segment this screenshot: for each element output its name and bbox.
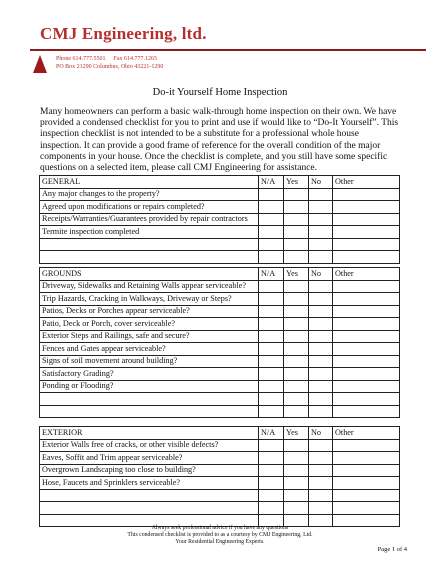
col-yes-header: Yes (284, 268, 309, 281)
section-header-row (40, 176, 400, 189)
checkbox-cell-no[interactable] (309, 477, 333, 490)
checkbox-cell-na[interactable] (259, 226, 284, 239)
col-na-header: N/A (259, 268, 284, 281)
checklist-row (40, 502, 400, 515)
checkbox-cell-ot[interactable] (333, 318, 400, 331)
fax-number: Fax 614.777.1265 (113, 56, 157, 62)
checkbox-cell-no[interactable] (309, 464, 333, 477)
contact-info (56, 55, 165, 71)
col-yes-header: Yes (284, 427, 309, 440)
checkbox-cell-no[interactable] (309, 318, 333, 331)
checkbox-cell-yes[interactable] (284, 293, 309, 306)
checkbox-cell-na[interactable] (259, 439, 284, 452)
section-name: EXTERIOR (40, 427, 259, 440)
checkbox-cell-yes[interactable] (284, 393, 309, 406)
checklist-row (40, 477, 400, 490)
checkbox-cell-yes[interactable] (284, 238, 309, 251)
checklist-item-question: Exterior Walls free of cracks, or other visible defects? (40, 439, 259, 452)
checklist-item-question: Hose, Faucets and Sprinklers serviceable? (40, 477, 259, 490)
checkbox-cell-no[interactable] (309, 226, 333, 239)
col-na-header: N/A (259, 427, 284, 440)
checklist-row (40, 355, 400, 368)
checklist-row (40, 368, 400, 381)
checklist-item-question: Patios, Decks or Porches appear serviceable? (40, 305, 259, 318)
checkbox-cell-na[interactable] (259, 293, 284, 306)
checklist-row (40, 238, 400, 251)
checkbox-cell-na[interactable] (259, 380, 284, 393)
checkbox-cell-na[interactable] (259, 318, 284, 331)
checklist-row (40, 380, 400, 393)
section-name: GENERAL (40, 176, 259, 189)
checkbox-cell-yes[interactable] (284, 226, 309, 239)
checkbox-cell-no[interactable] (309, 405, 333, 418)
checkbox-cell-no[interactable] (309, 280, 333, 293)
checkbox-cell-ot[interactable] (333, 201, 400, 214)
checkbox-cell-ot[interactable] (333, 477, 400, 490)
checkbox-cell-ot[interactable] (333, 464, 400, 477)
checkbox-cell-na[interactable] (259, 452, 284, 465)
section-name: GROUNDS (40, 268, 259, 281)
checkbox-cell-ot[interactable] (333, 280, 400, 293)
letterhead-rule (30, 49, 426, 51)
checkbox-cell-yes[interactable] (284, 251, 309, 264)
checkbox-cell-na[interactable] (259, 343, 284, 356)
checklist-item-question: Trip Hazards, Cracking in Walkways, Driveway or Steps? (40, 293, 259, 306)
checklist-row (40, 452, 400, 465)
page-number: Page 1 of 4 (377, 546, 407, 553)
checkbox-cell-na[interactable] (259, 238, 284, 251)
checklist-item-question (40, 393, 259, 406)
checklist-item-question: Agreed upon modifications or repairs completed? (40, 201, 259, 214)
phone-number: Phone 614.777.5501 (56, 56, 106, 62)
checklist-item-question: Signs of soil movement around building? (40, 355, 259, 368)
checklist-item-question (40, 238, 259, 251)
checkbox-cell-ot[interactable] (333, 226, 400, 239)
checkbox-cell-na[interactable] (259, 330, 284, 343)
checklist-item-question (40, 251, 259, 264)
checkbox-cell-no[interactable] (309, 330, 333, 343)
checkbox-cell-ot[interactable] (333, 330, 400, 343)
checkbox-cell-ot[interactable] (333, 368, 400, 381)
checkbox-cell-yes[interactable] (284, 464, 309, 477)
checkbox-cell-na[interactable] (259, 201, 284, 214)
checkbox-cell-ot[interactable] (333, 343, 400, 356)
checklist-row (40, 226, 400, 239)
checkbox-cell-no[interactable] (309, 368, 333, 381)
checkbox-cell-ot[interactable] (333, 380, 400, 393)
checkbox-cell-yes[interactable] (284, 318, 309, 331)
checklist-row (40, 318, 400, 331)
footer-note (0, 525, 440, 546)
checkbox-cell-ot[interactable] (333, 393, 400, 406)
checkbox-cell-na[interactable] (259, 477, 284, 490)
col-other-header: Other (333, 176, 400, 189)
checklist-row (40, 213, 400, 226)
checklist-row (40, 251, 400, 264)
checklist-item-question: Any major changes to the property? (40, 188, 259, 201)
checklist-item-question: Overgrown Landscaping too close to building? (40, 464, 259, 477)
checkbox-cell-yes[interactable] (284, 368, 309, 381)
mailing-address: PO Box 21290 Columbus, Ohio 43221-1290 (56, 64, 164, 70)
checklist-row (40, 489, 400, 502)
checkbox-cell-na[interactable] (259, 305, 284, 318)
checkbox-cell-yes[interactable] (284, 380, 309, 393)
checkbox-cell-yes[interactable] (284, 489, 309, 502)
checkbox-cell-no[interactable] (309, 238, 333, 251)
footer-line-1: Always seek professional advice if you have any questions (151, 525, 289, 531)
col-no-header: No (309, 176, 333, 189)
checkbox-cell-no[interactable] (309, 201, 333, 214)
checkbox-cell-no[interactable] (309, 188, 333, 201)
checkbox-cell-ot[interactable] (333, 439, 400, 452)
checkbox-cell-na[interactable] (259, 464, 284, 477)
checkbox-cell-yes[interactable] (284, 188, 309, 201)
checkbox-cell-na[interactable] (259, 251, 284, 264)
checkbox-cell-na[interactable] (259, 502, 284, 515)
checkbox-cell-no[interactable] (309, 393, 333, 406)
company-name: CMJ Engineering, ltd. (40, 24, 207, 43)
logo-triangle-icon (33, 55, 47, 73)
checklist-row (40, 393, 400, 406)
col-na-header: N/A (259, 176, 284, 189)
checkbox-cell-yes[interactable] (284, 405, 309, 418)
checklist-row (40, 280, 400, 293)
intro-paragraph: Many homeowners can perform a basic walk-through home inspection on their own. We have provided a condensed checklist for you to print and use if would like to “Do-It Yourself”. This inspection checklist is not intended to be a substitute for a professional whole house inspection. It can provide a good frame of reference for the overall condition of the major components in your house. Once the checklist is complete, and you still have some specific questions on a selected item, please call CMJ Engineering for assistance. (40, 107, 399, 174)
checkbox-cell-ot[interactable] (333, 355, 400, 368)
checkbox-cell-no[interactable] (309, 380, 333, 393)
checkbox-cell-ot[interactable] (333, 251, 400, 264)
checkbox-cell-yes[interactable] (284, 439, 309, 452)
checklist-item-question: Fences and Gates appear serviceable? (40, 343, 259, 356)
checkbox-cell-ot[interactable] (333, 405, 400, 418)
col-other-header: Other (333, 427, 400, 440)
checkbox-cell-ot[interactable] (333, 213, 400, 226)
col-other-header: Other (333, 268, 400, 281)
checkbox-cell-ot[interactable] (333, 452, 400, 465)
checkbox-cell-na[interactable] (259, 368, 284, 381)
checklist-row (40, 405, 400, 418)
checkbox-cell-no[interactable] (309, 293, 333, 306)
checklist-row (40, 293, 400, 306)
checklist-item-question: Termite inspection completed (40, 226, 259, 239)
checklist-item-question (40, 502, 259, 515)
checkbox-cell-yes[interactable] (284, 280, 309, 293)
checkbox-cell-yes[interactable] (284, 477, 309, 490)
checkbox-cell-ot[interactable] (333, 188, 400, 201)
checkbox-cell-na[interactable] (259, 355, 284, 368)
checkbox-cell-no[interactable] (309, 343, 333, 356)
checklist-item-question: Satisfactory Grading? (40, 368, 259, 381)
checkbox-cell-yes[interactable] (284, 305, 309, 318)
checklist-table-general (39, 175, 400, 264)
checkbox-cell-ot[interactable] (333, 238, 400, 251)
checkbox-cell-na[interactable] (259, 280, 284, 293)
checkbox-cell-no[interactable] (309, 452, 333, 465)
checkbox-cell-yes[interactable] (284, 452, 309, 465)
checklist-item-question: Driveway, Sidewalks and Retaining Walls appear serviceable? (40, 280, 259, 293)
checkbox-cell-no[interactable] (309, 502, 333, 515)
footer-line-2: This condensed checklist is provided to as a courtesy by CMJ Engineering, Ltd. (127, 532, 313, 538)
checkbox-cell-na[interactable] (259, 188, 284, 201)
col-no-header: No (309, 427, 333, 440)
checklist-item-question (40, 405, 259, 418)
checkbox-cell-na[interactable] (259, 489, 284, 502)
checkbox-cell-ot[interactable] (333, 305, 400, 318)
checklist-row (40, 188, 400, 201)
checkbox-cell-yes[interactable] (284, 201, 309, 214)
checkbox-cell-na[interactable] (259, 213, 284, 226)
checkbox-cell-no[interactable] (309, 251, 333, 264)
checkbox-cell-yes[interactable] (284, 355, 309, 368)
checklist-item-question: Patio, Deck or Porch, cover serviceable? (40, 318, 259, 331)
checklist-item-question (40, 489, 259, 502)
checklist-item-question: Exterior Steps and Railings, safe and secure? (40, 330, 259, 343)
checkbox-cell-yes[interactable] (284, 502, 309, 515)
checkbox-cell-no[interactable] (309, 439, 333, 452)
section-header-row (40, 268, 400, 281)
col-no-header: No (309, 268, 333, 281)
checkbox-cell-yes[interactable] (284, 330, 309, 343)
checkbox-cell-no[interactable] (309, 305, 333, 318)
page-title: Do-it Yourself Home Inspection (152, 87, 288, 98)
checklist-row (40, 330, 400, 343)
letterhead (0, 0, 440, 82)
checkbox-cell-no[interactable] (309, 489, 333, 502)
checkbox-cell-no[interactable] (309, 355, 333, 368)
checkbox-cell-yes[interactable] (284, 213, 309, 226)
checklist-table-exterior (39, 426, 400, 527)
checkbox-cell-na[interactable] (259, 393, 284, 406)
checklist-row (40, 305, 400, 318)
checklist-row (40, 439, 400, 452)
footer-line-3: Your Residential Engineering Experts. (175, 539, 265, 545)
checkbox-cell-ot[interactable] (333, 502, 400, 515)
checkbox-cell-ot[interactable] (333, 293, 400, 306)
checklist-row (40, 464, 400, 477)
checklist-row (40, 201, 400, 214)
checklist-row (40, 343, 400, 356)
checklist-table-grounds (39, 267, 400, 418)
checklist-item-question: Eaves, Soffit and Trim appear serviceable? (40, 452, 259, 465)
checkbox-cell-na[interactable] (259, 405, 284, 418)
checkbox-cell-ot[interactable] (333, 489, 400, 502)
checkbox-cell-yes[interactable] (284, 343, 309, 356)
col-yes-header: Yes (284, 176, 309, 189)
section-header-row (40, 427, 400, 440)
checklist-item-question: Ponding or Flooding? (40, 380, 259, 393)
checkbox-cell-no[interactable] (309, 213, 333, 226)
checklist-item-question: Receipts/Warranties/Guarantees provided by repair contractors (40, 213, 259, 226)
